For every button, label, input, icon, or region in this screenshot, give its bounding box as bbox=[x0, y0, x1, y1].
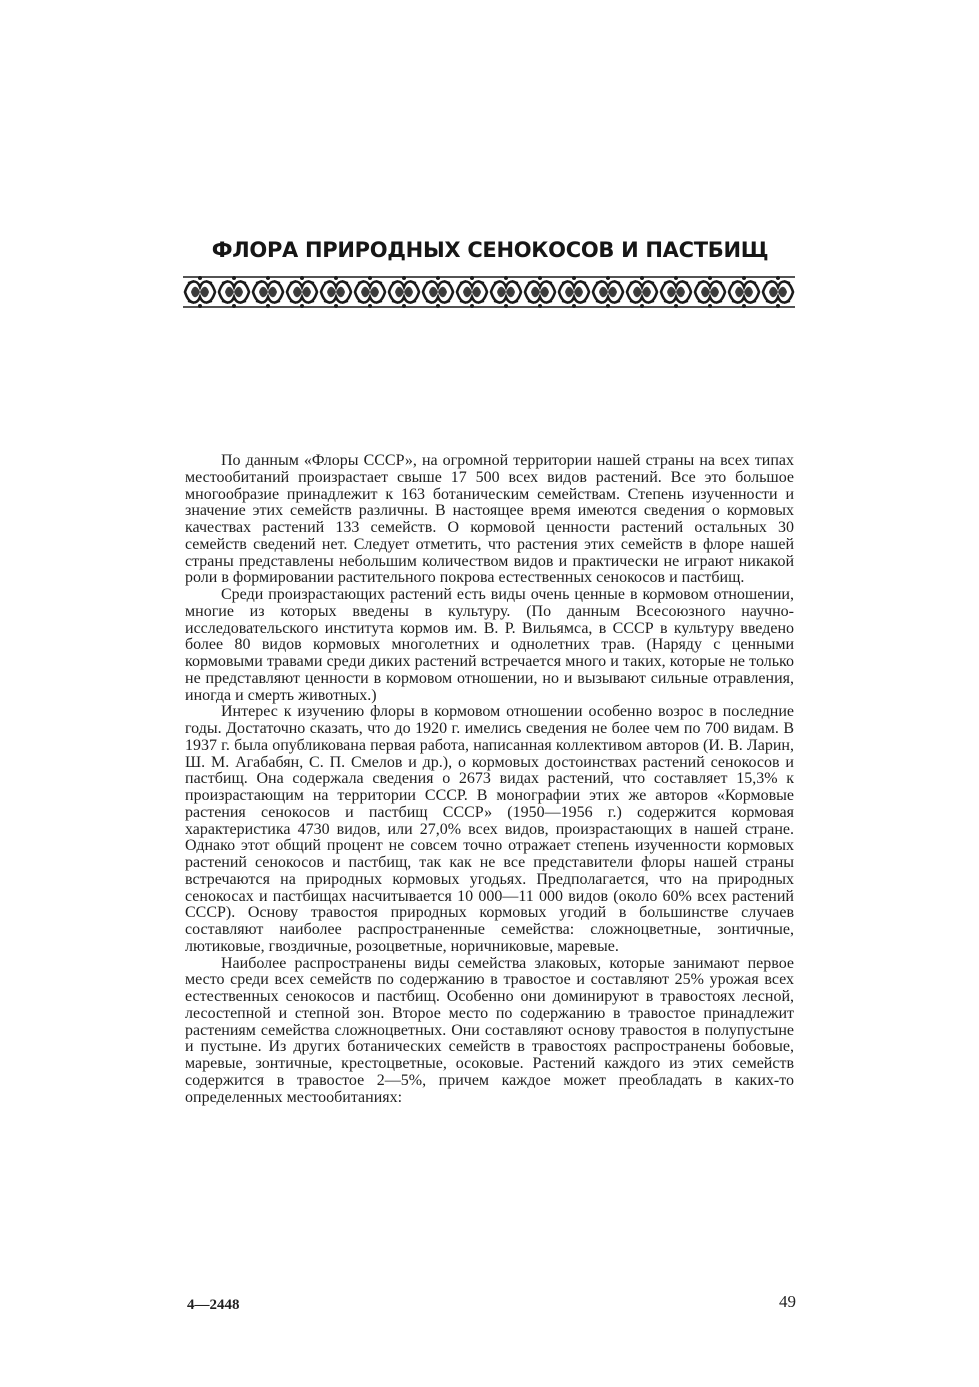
paragraph: Среди произрастающих растений есть виды очень ценные в кормовом отношении, многие из которых введены в культуру. (По данным Всесоюзного научно-исследовательского института кормов им. В. Р. Вильямса, в СССР в культуру введено более 80 видов кормовых многолетних и однолетних трав. (Наряду с ценными кормовыми травами среди диких растений встречается много и таких, которые не только не представляют ценности в кормовом отношении, но и вызывают сильные отравления, иногда и смерть животных.) bbox=[185, 586, 794, 704]
paragraph: Наиболее распространены виды семейства злаковых, которые занимают первое место среди всех семейств по содержанию в травостое и составляют 25% урожая всех естественных сенокосов и пастбищ. Особенно они доминируют в травостоях лесной, лесостепной и степной зон. Второе место по содержанию в травостое принадлежит растениям семейства сложноцветных. Они составляют основу травостоя в полупустыне и пустыне. Из других ботанических семейств в травостоях распространены бобовые, маревые, зонтичные, крестоцветные, осоковые. Растений каждого из этих семейств содержится в травостое 2—5%, причем каждое может преобладать в каких-то определенных местообитаниях: bbox=[185, 954, 794, 1106]
chapter-title: ФЛОРА ПРИРОДНЫХ СЕНОКОСОВ И ПАСТБИЩ bbox=[211, 238, 769, 262]
page-number: 49 bbox=[779, 1292, 796, 1311]
paragraph: По данным «Флоры СССР», на огромной территории нашей страны на всех типах местообитаний произрастает свыше 17 500 всех видов растений. Все это большое многообразие принадлежит к 163 ботаническим семействам. Степень изученности и значение этих семейств различны. В настоящее время имеются сведения о кормовых качествах растений 133 семейств. О кормовой ценности растений остальных 30 семейств сведений нет. Следует отметить, что растения этих семейств в флоре нашей страны представлены небольшим количеством видов и практически не играют никакой роли в формировании растительного покрова естественных сенокосов и пастбищ. bbox=[185, 452, 794, 587]
body-text bbox=[185, 453, 794, 1106]
printer-signature: 4—2448 bbox=[187, 1297, 240, 1313]
decorative-border-ornament-icon bbox=[183, 275, 795, 309]
paragraph: Интерес к изучению флоры в кормовом отношении особенно возрос в последние годы. Достаточно сказать, что до 1920 г. имелись сведения не более чем по 700 видам. В 1937 г. была опубликована первая работа, написанная коллективом авторов (И. В. Ларин, Ш. М. Агабабян, С. П. Смелов и др.), о кормовых достоинствах растений сенокосов и пастбищ. Она содержала сведения о 2673 видах растений, что составляет 15,3% к произрастающим на территории СССР. В монографии этих же авторов «Кормовые растения сенокосов и пастбищ СССР» (1950—1956 г.) содержится кормовая характеристика 4730 видов, или 27,0% всех видов, произрастающих в нашей стране. Однако этот общий процент не совсем точно отражает степень изученности кормовых растений сенокосов и пастбищ, так как не все представители флоры нашей страны встречаются на природных кормовых угодьях. Предполагается, что на природных сенокосах и пастбищах насчитывается 10 000—11 000 видов (около 60% всех растений СССР). Основу травостоя природных кормовых угодий в большинстве случаев составляют наиболее распространенные семейства: сложноцветные, зонтичные, лютиковые, гвоздичные, розоцветные, норичниковые, маревые. bbox=[185, 703, 794, 955]
